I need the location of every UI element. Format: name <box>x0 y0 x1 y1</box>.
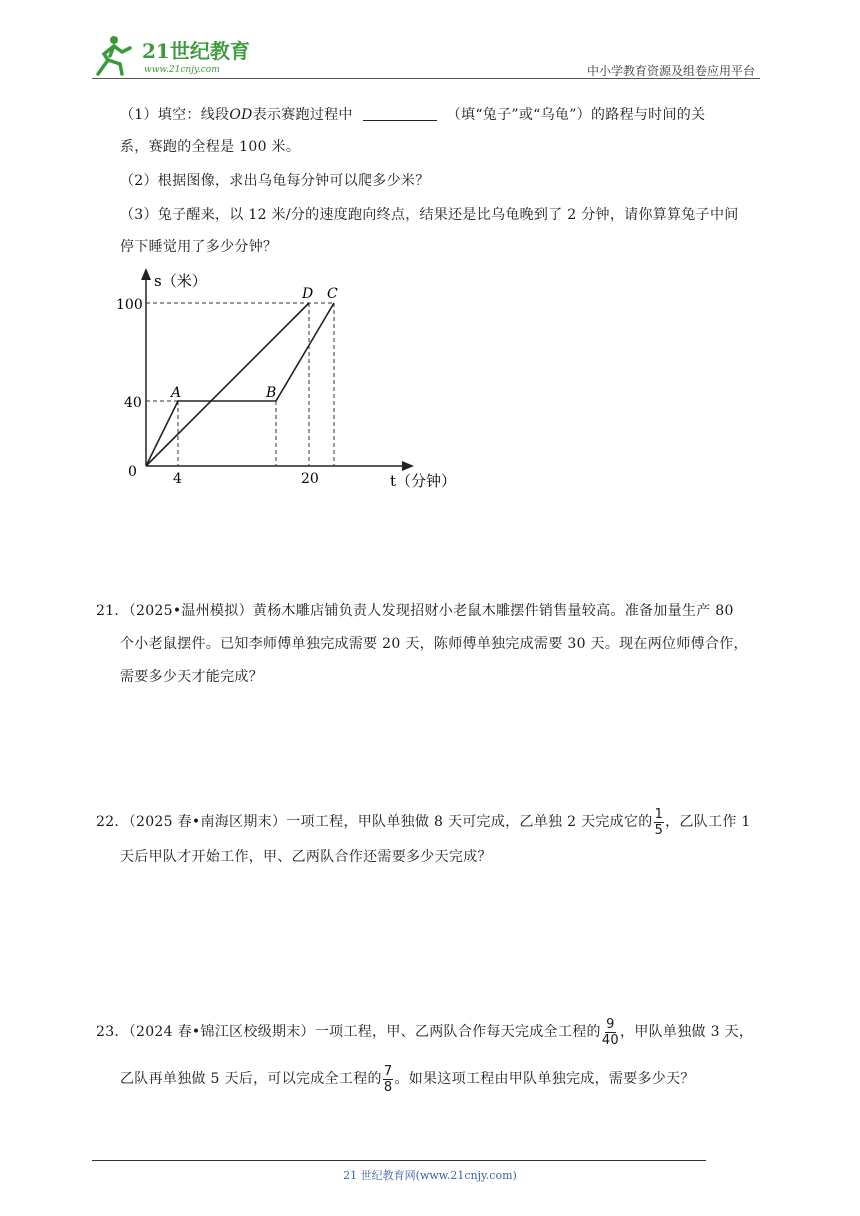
logo-text: 21世纪教育 <box>142 39 250 63</box>
x-axis-label: t（分钟） <box>390 472 457 490</box>
q20-part2: （2）根据图像，求出乌龟每分钟可以爬多少米？ <box>120 173 430 189</box>
x-tick-20: 20 <box>301 471 319 487</box>
q23-line2: 乙队再单独做 5 天后，可以完成全工程的 $\frac{7}{8}$ 。如果这项工程由甲队单独完成，需要多少天？ <box>120 1063 695 1095</box>
point-b-label: B <box>266 385 277 401</box>
x-tick-4: 4 <box>173 471 182 487</box>
y-axis-label: s（米） <box>154 272 207 290</box>
x-axis-arrow <box>402 461 414 471</box>
q22-line1: 22．（2025 春•南海区期末）一项工程，甲队单独做 8 天可完成，乙单独 2 天完成它的 $\frac{1}{5}$ ，乙队工作 1 <box>96 806 751 838</box>
footer-link[interactable]: 21 世纪教育网(www.21cnjy.com) <box>343 1169 517 1182</box>
point-a-label: A <box>171 385 182 401</box>
q21-line1: 21．（2025•温州模拟）黄杨木雕店铺负责人发现招财小老鼠木雕摆件销售量较高。准备加量生产 80 <box>96 603 734 619</box>
q20-part3-line1: （3）兔子醒来，以 12 米/分的速度跑向终点，结果还是比乌龟晚到了 2 分钟，请你算算兔子中间 <box>120 207 739 223</box>
q20-part1-line2: 系，赛跑的全程是 100 米。 <box>120 139 301 155</box>
point-d-label: D <box>302 286 314 302</box>
fraction-seven-eighths: $\frac{7}{8}$ <box>383 1063 393 1095</box>
q21-line2: 个小老鼠摆件。已知李师傅单独完成需要 20 天，陈师傅单独完成需要 30 天。现在两位师傅合作， <box>120 636 748 652</box>
platform-name: 中小学教育资源及组卷应用平台 <box>586 64 755 78</box>
fraction-nine-fortieths: $\frac{9}{40}$ <box>601 1016 620 1048</box>
y-tick-100: 100 <box>116 297 143 313</box>
q20-part1-line1: （1）填空：线段OD表示赛跑过程中 （填“兔子”或“乌龟”）的路程与时间的关 <box>120 99 705 131</box>
logo-url: www.21cnjy.com <box>144 65 220 75</box>
q21-line3: 需要多少天才能完成？ <box>120 669 263 685</box>
y-tick-40: 40 <box>124 395 142 411</box>
q20-part3-line2: 停下睡觉用了多少分钟？ <box>120 239 278 255</box>
origin-label: 0 <box>128 464 137 480</box>
point-c-label: C <box>327 286 338 302</box>
q23-line1: 23．（2024 春•锦江区校级期末）一项工程，甲、乙两队合作每天完成全工程的 $\frac{9}{40}$ ，甲队单独做 3 天， <box>96 1016 754 1048</box>
y-axis-arrow <box>141 268 151 280</box>
footer-divider <box>92 1160 706 1161</box>
fraction-one-fifth: $\frac{1}{5}$ <box>654 806 664 838</box>
q22-line2: 天后甲队才开始工作，甲、乙两队合作还需要多少天完成？ <box>120 849 492 865</box>
distance-time-graph <box>0 0 860 520</box>
